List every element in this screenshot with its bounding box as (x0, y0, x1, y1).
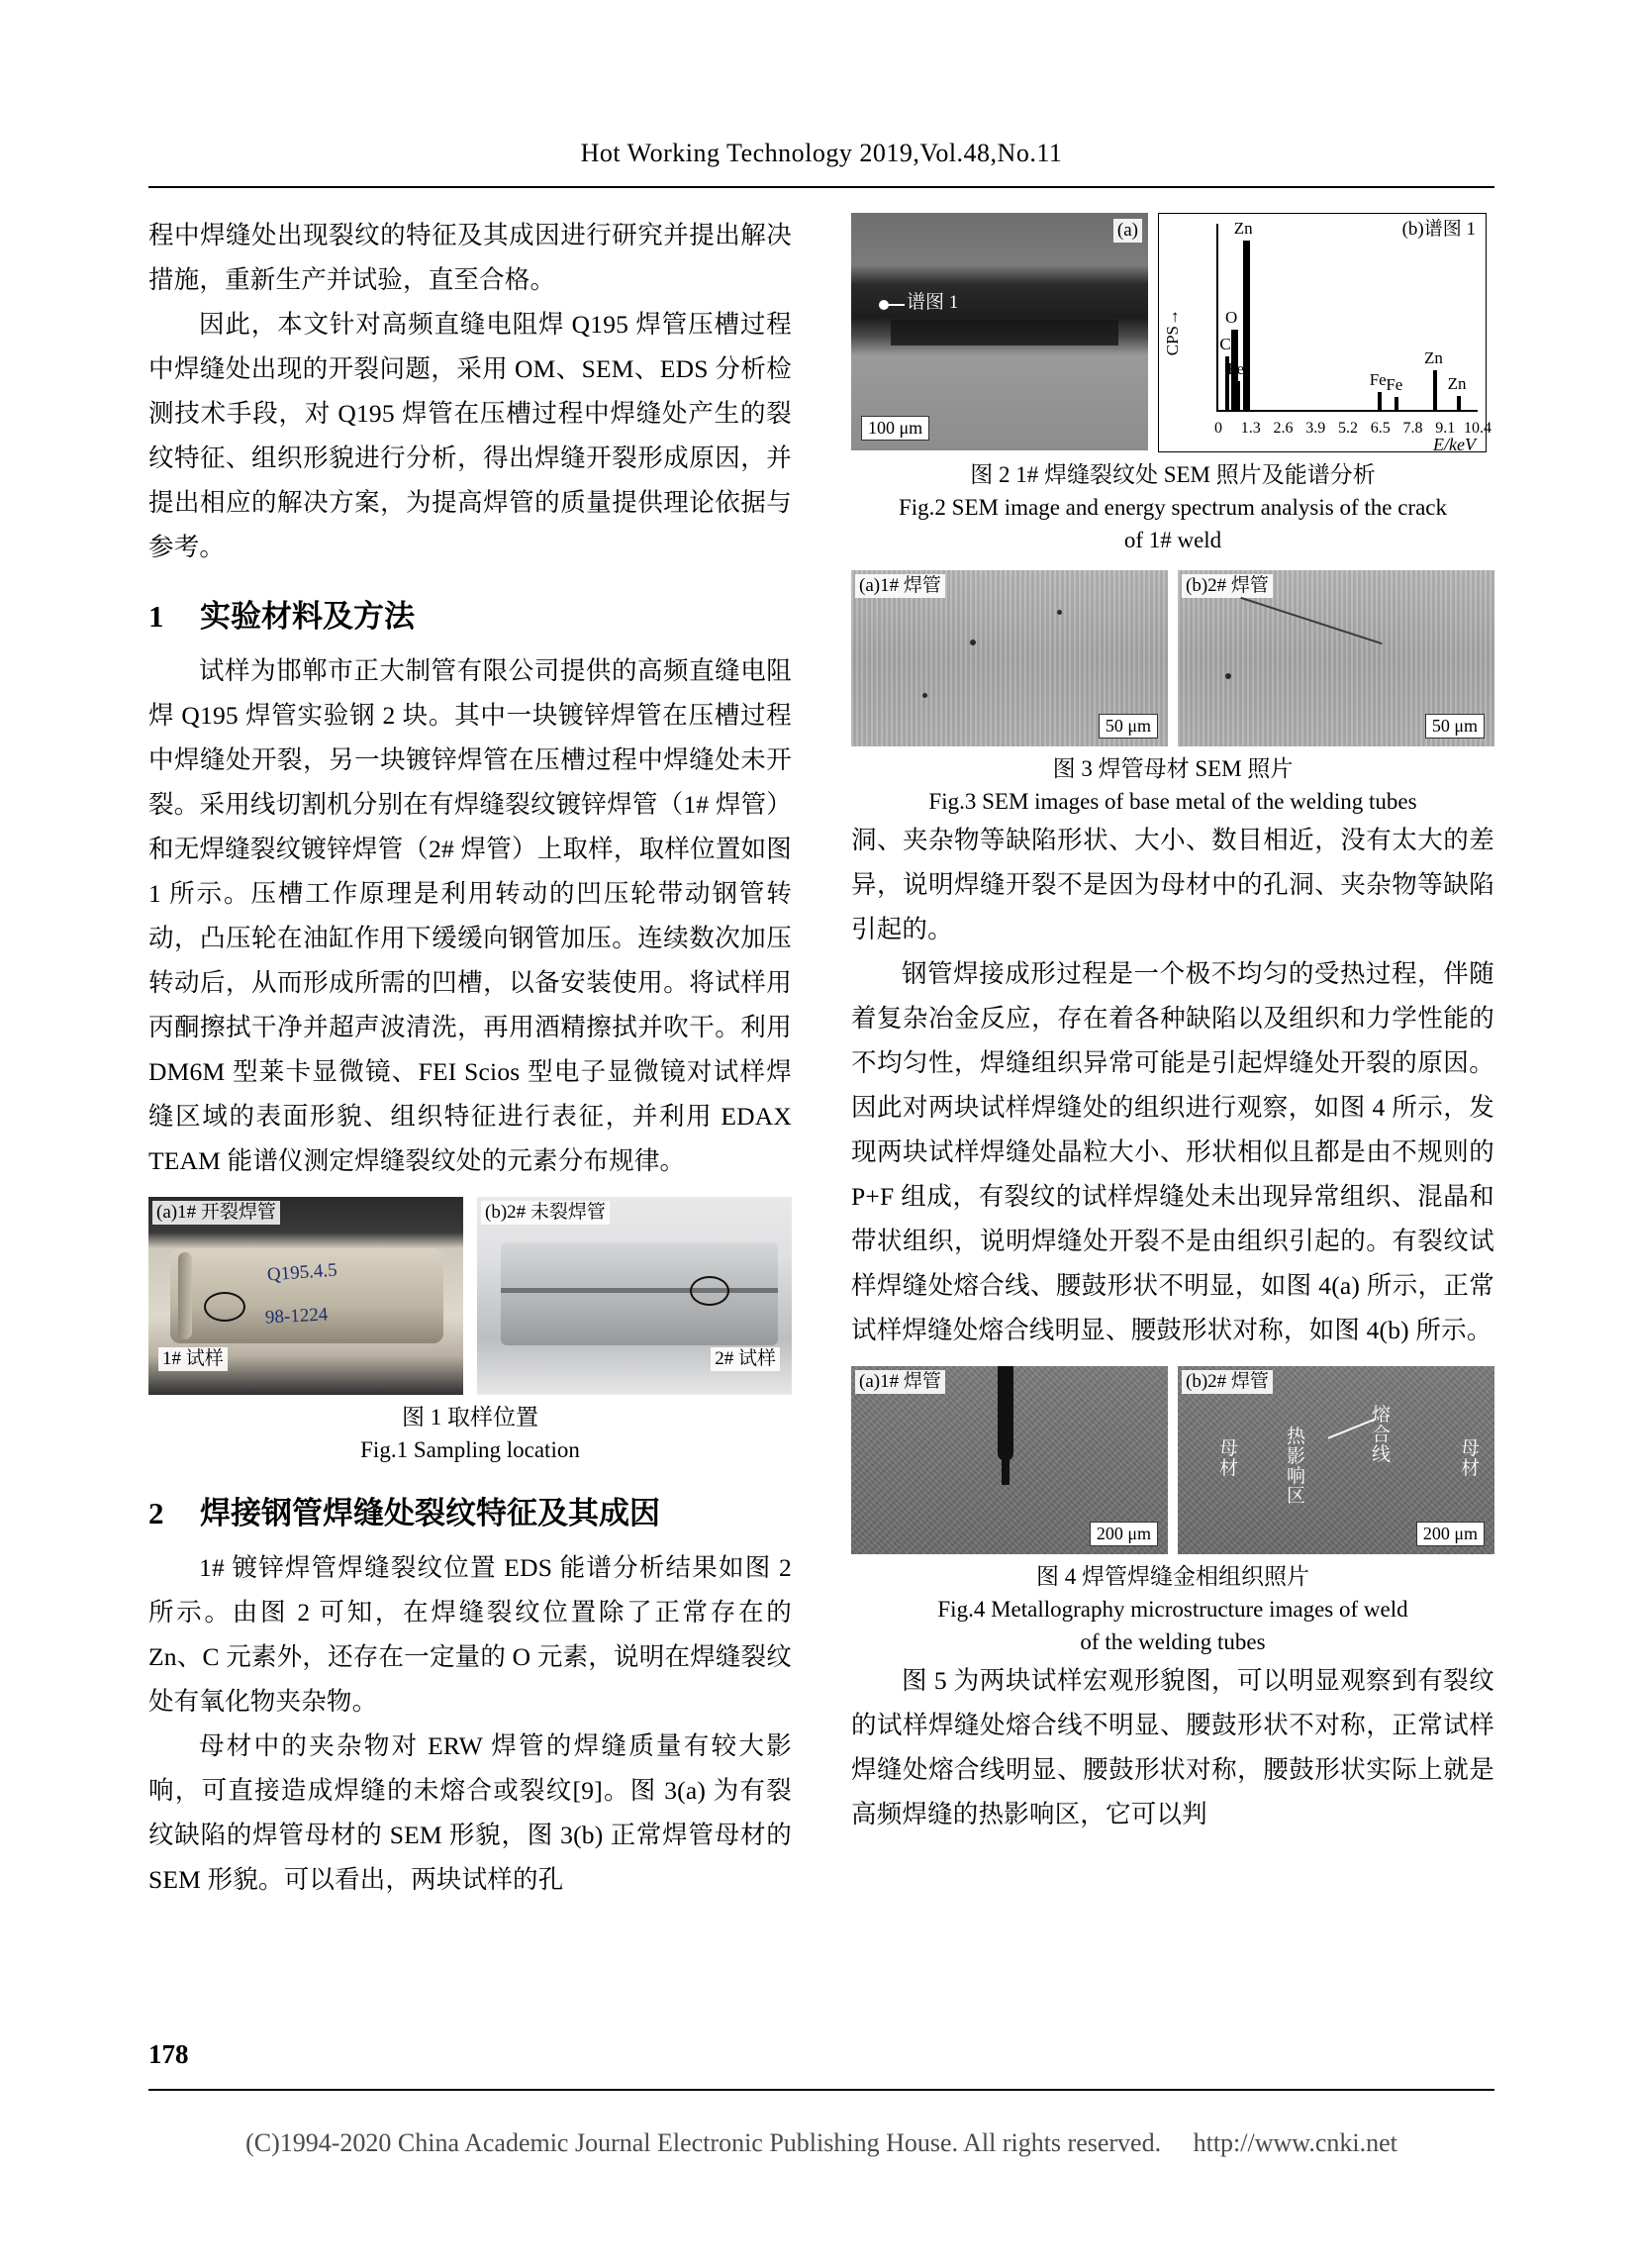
figure-1-caption (148, 1401, 792, 1466)
footer-url: http://www.cnki.net (1193, 2128, 1397, 2157)
section-title-1: 实验材料及方法 (200, 599, 415, 634)
figure-4-inner-label-4: 母材 (1461, 1438, 1481, 1479)
paragraph-r2: 钢管焊接成形过程是一个极不均匀的受热过程，伴随着复杂冶金反应，存在着各种缺陷以及组织和力学性能的不均匀性，焊缝组织异常可能是引起焊缝处开裂的原因。因此对两块试样焊缝处的组织进行观察，如图 4 所示，发现两块试样焊缝处晶粒大小、形状相似且都是由不规则的 P+F 组成，有裂纹的试样焊缝处未出现异常组织、混晶和带状组织，说明焊缝处开裂不是由组织引起的。有裂纹试样焊缝处熔合线、腰鼓形状不明显，如图 4(a) 所示，正常试样焊缝处熔合线明显、腰鼓形状对称，如图 4(b) 所示。 (851, 959, 1494, 1344)
spectrum-x-tick: 0 (1214, 420, 1222, 437)
section-number-1: 1 (148, 599, 164, 634)
footer-copyright-text: (C)1994-2020 China Academic Journal Electronic Publishing House. All rights reserved. (245, 2128, 1162, 2157)
paragraph-l1: 程中焊缝处出现裂纹的特征及其成因进行研究并提出解决措施，重新生产并试验，直至合格。 (148, 221, 792, 294)
figure-1-caption-en: Fig.1 Sampling location (360, 1437, 580, 1462)
spectrum-peak-label: Zn (1423, 348, 1443, 368)
paragraph-l3: 试样为邯郸市正大制管有限公司提供的高频直缝电阻焊 Q195 焊管实验钢 2 块。其中一块镀锌焊管在压槽过程中焊缝处开裂，另一块镀锌焊管在压槽过程中焊缝处未开裂。采用线切割机分别在有焊缝裂纹镀锌焊管（1# 焊管）和无焊缝裂纹镀锌焊管（2# 焊管）上取样，取样位置如图 1 所示。压槽工作原理是利用转动的凹压轮带动钢管转动，凸压轮在油缸作用下缓缓向钢管加压。连续数次加压转动后，从而形成所需的凹槽，以备安装使用。将试样用丙酮擦拭干净并超声波清洗，再用酒精擦拭并吹干。利用 DM6M 型莱卡显微镜、FEI Scios 型电子显微镜对试样焊缝区域的表面形貌、组织特征进行表征，并利用 EDAX TEAM 能谱仪测定焊缝裂纹处的元素分布规律。 (148, 656, 792, 1175)
figure-2 (851, 213, 1494, 556)
page-number: 178 (148, 2039, 189, 2069)
figure-4-caption-en-2: of the welding tubes (1080, 1629, 1266, 1654)
figure-2-panel-b-label: (b)谱图 1 (1398, 218, 1480, 242)
figure-4-inner-label-3: 熔合线 (1372, 1405, 1392, 1465)
page-header: Hot Working Technology 2019,Vol.48,No.11 (580, 139, 1063, 167)
figure-2-panel-a (851, 213, 1148, 450)
paragraph-r3: 图 5 为两块试样宏观形貌图，可以明显观察到有裂纹的试样焊缝处熔合线不明显、腰鼓形状不对称，正常试样焊缝处熔合线明显、腰鼓形状对称，腰鼓形状实际上就是高频焊缝的热影响区，它可以判 (851, 1666, 1494, 1828)
left-column (148, 213, 792, 1902)
spectrum-peak (1433, 370, 1437, 410)
spectrum-peak-label: Zn (1233, 219, 1253, 238)
spectrum-x-tick: 7.8 (1402, 420, 1423, 437)
figure-4-panel-a-label: (a)1# 焊管 (855, 1370, 945, 1394)
spectrum-peak (1378, 392, 1382, 410)
spectrum-peak (1243, 241, 1250, 410)
figure-1-specimen-text-1: Q195.4.5 (266, 1259, 338, 1286)
figure-1-panel-b-label: (b)2# 未裂焊管 (481, 1201, 610, 1225)
figure-1-inner-label-a: 1# 试样 (158, 1347, 228, 1371)
spectrum-peak (1457, 396, 1461, 410)
spectrum-peak (1236, 381, 1240, 410)
section-heading-1 (148, 595, 792, 639)
figure-3-scalebar-a: 50 μm (1099, 714, 1158, 739)
figure-2-caption-en-1: Fig.2 SEM image and energy spectrum analysis of the crack (899, 495, 1447, 520)
figure-2-caption (851, 458, 1494, 556)
spectrum-peak-label: Fe (1227, 359, 1245, 379)
footer-copyright (59, 2128, 1584, 2158)
paragraph-r1: 洞、夹杂物等缺陷形状、大小、数目相近，没有太大的差异，说明焊缝开裂不是因为母材中的孔洞、夹杂物等缺陷引起的。 (851, 826, 1494, 943)
spectrum-peak-label: C (1219, 335, 1231, 353)
figure-1 (148, 1197, 792, 1466)
section-heading-2 (148, 1492, 792, 1535)
figure-1-panel-b (477, 1197, 792, 1395)
figure-4-caption-en-1: Fig.4 Metallography microstructure images of weld (937, 1597, 1408, 1622)
spectrum-peak-label: O (1224, 308, 1238, 327)
spectrum-peak (1395, 397, 1398, 410)
paragraph-l5: 母材中的夹杂物对 ERW 焊管的焊缝质量有较大影响，可直接造成焊缝的未熔合或裂纹[9]。图 3(a) 为有裂纹缺陷的焊管母材的 SEM 形貌，图 3(b) 正常焊管母材的 SEM 形貌。可以看出，两块试样的孔 (148, 1731, 792, 1894)
figure-3-caption-en: Fig.3 SEM images of base metal of the welding tubes (928, 789, 1417, 814)
figure-3-scalebar-b: 50 μm (1425, 714, 1485, 739)
spectrum-peak-label: Zn (1447, 373, 1467, 393)
figure-2-caption-cn: 图 2 1# 焊缝裂纹处 SEM 照片及能谱分析 (970, 462, 1376, 487)
spectrum-peak-label: Fe (1386, 375, 1403, 395)
figure-4-scalebar-b: 200 μm (1416, 1522, 1485, 1546)
spectrum-x-tick: 6.5 (1370, 420, 1391, 437)
figure-1-specimen-text-2: 98-1224 (264, 1304, 329, 1329)
figure-1-panel-a-label: (a)1# 开裂焊管 (152, 1201, 280, 1225)
figure-2-x-axis (1216, 410, 1478, 412)
spectrum-x-tick: 9.1 (1435, 420, 1456, 437)
figure-2-y-axis (1216, 224, 1218, 412)
figure-3-caption (851, 752, 1494, 818)
figure-3-panel-b (1178, 570, 1494, 746)
figure-4 (851, 1366, 1494, 1658)
spectrum-x-tick: 3.9 (1305, 420, 1326, 437)
figure-2-scalebar: 100 μm (861, 416, 929, 441)
spectrum-x-tick: 2.6 (1273, 420, 1294, 437)
spectrum-x-tick: 5.2 (1338, 420, 1358, 437)
figure-4-caption-cn: 图 4 焊管焊缝金相组织照片 (1036, 1564, 1309, 1589)
figure-3-panel-b-label: (b)2# 焊管 (1182, 574, 1273, 598)
figure-2-y-axis-label: CPS→ (1163, 309, 1182, 356)
figure-3-panel-a-label: (a)1# 焊管 (855, 574, 945, 598)
figure-3-panel-a (851, 570, 1168, 746)
figure-1-inner-label-b: 2# 试样 (711, 1347, 780, 1371)
figure-2-marker-label: 谱图 1 (907, 292, 959, 313)
figure-1-panel-a (148, 1197, 463, 1395)
figure-3-caption-cn: 图 3 焊管母材 SEM 照片 (1052, 756, 1294, 781)
spectrum-x-tick: 10.4 (1464, 420, 1492, 437)
spectrum-peak-label: Fe (1369, 370, 1387, 389)
figure-2-panel-a-label: (a) (1113, 219, 1142, 243)
footer-divider (148, 2089, 1494, 2091)
right-column (851, 213, 1494, 1836)
figure-2-caption-en-2: of 1# weld (1123, 528, 1222, 552)
figure-4-panel-b (1178, 1366, 1494, 1554)
paragraph-l4: 1# 镀锌焊管焊缝裂纹位置 EDS 能谱分析结果如图 2 所示。由图 2 可知，在焊缝裂纹位置除了正常存在的 Zn、C 元素外，还存在一定量的 O 元素，说明在焊缝裂纹处有氧化物夹杂物。 (148, 1553, 792, 1716)
spectrum-x-tick: 1.3 (1240, 420, 1261, 437)
section-number-2: 2 (148, 1496, 164, 1530)
figure-1-caption-cn: 图 1 取样位置 (402, 1405, 538, 1430)
section-title-2: 焊接钢管焊缝处裂纹特征及其成因 (200, 1496, 660, 1530)
figure-4-panel-b-label: (b)2# 焊管 (1182, 1370, 1273, 1394)
header-divider (148, 186, 1494, 188)
figure-4-inner-label-1: 母材 (1219, 1438, 1239, 1479)
figure-4-inner-label-2: 热影响区 (1287, 1427, 1306, 1507)
paragraph-l2: 因此，本文针对高频直缝电阻焊 Q195 焊管压槽过程中焊缝处出现的开裂问题，采用 OM、SEM、EDS 分析检测技术手段，对 Q195 焊管在压槽过程中焊缝处产生的裂纹特征、组织形貌进行分析，得出焊缝开裂形成原因，并提出相应的解决方案，为提高焊管的质量提供理论依据与参考。 (148, 310, 792, 561)
figure-2-x-axis-label: E/keV (1433, 435, 1476, 454)
figure-4-scalebar-a: 200 μm (1090, 1522, 1158, 1546)
figure-2-panel-b (1158, 213, 1492, 454)
figure-4-panel-a (851, 1366, 1168, 1554)
figure-3 (851, 570, 1494, 818)
figure-4-caption (851, 1560, 1494, 1658)
